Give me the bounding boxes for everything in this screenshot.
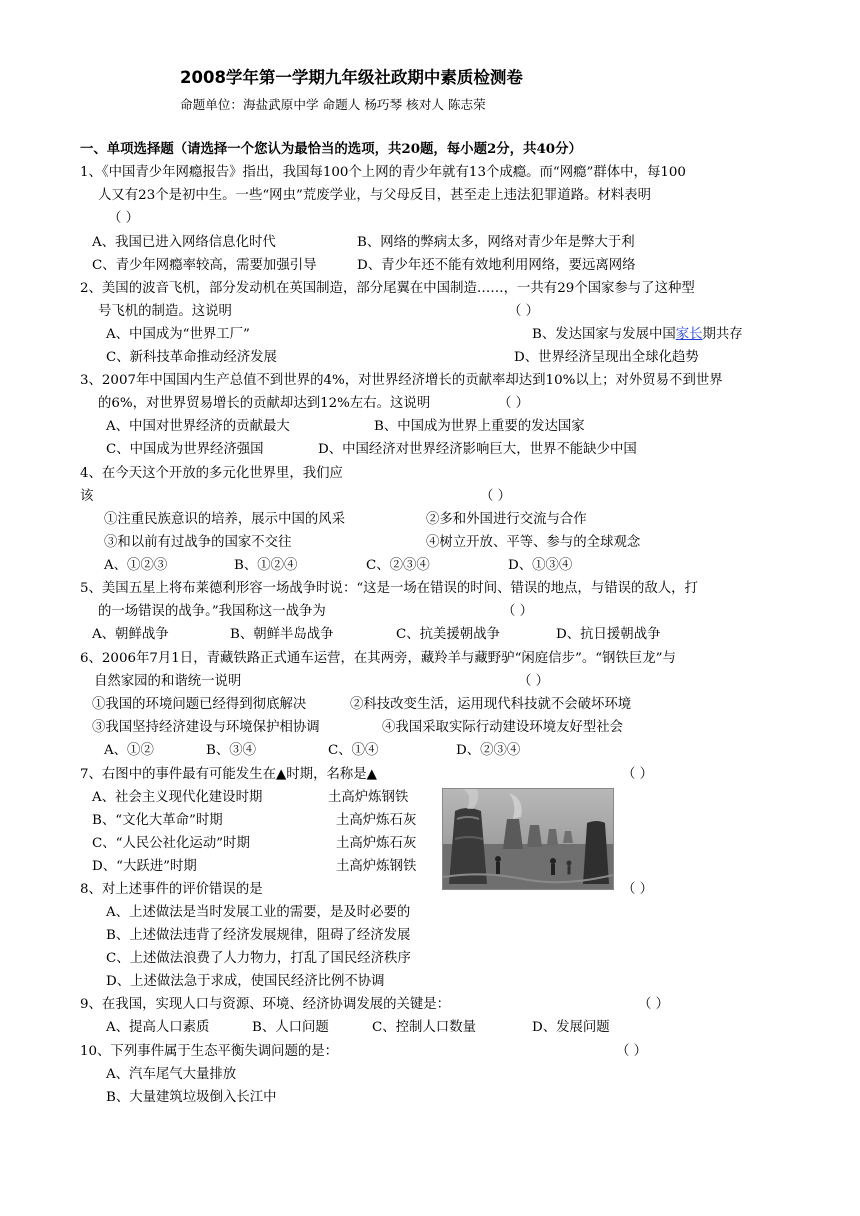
q6-item-4: ④我国采取实际行动建设环境友好型社会 bbox=[382, 720, 624, 735]
q8-option-b: B、上述做法违背了经济发展规律，阻碍了经济发展 bbox=[106, 928, 411, 943]
q1-option-a: A、我国已进入网络信息化时代 bbox=[92, 235, 276, 250]
q7-option-d-name: 土高炉炼钢铁 bbox=[336, 859, 417, 874]
q9-answer-paren: （ ） bbox=[638, 997, 670, 1012]
q6-item-2: ②科技改变生活，运用现代科技就不会破坏环境 bbox=[350, 697, 632, 712]
q1-option-c: C、青少年网瘾率较高，需要加强引导 bbox=[92, 258, 317, 273]
q1-option-b: B、网络的弊病太多，网络对青少年是弊大于利 bbox=[357, 235, 635, 250]
page-title: 2008学年第一学期九年级社政期中素质检测卷 bbox=[180, 68, 523, 87]
q7-option-b-name: 土高炉炼石灰 bbox=[336, 813, 417, 828]
q4-option-b: B、①②④ bbox=[234, 558, 298, 573]
q2-option-c: C、新科技革命推动经济发展 bbox=[106, 350, 277, 365]
q3-stem-line2: 的6%，对世界贸易增长的贡献却达到12%左右。这说明 bbox=[98, 396, 431, 411]
q5-option-b: B、朝鲜半岛战争 bbox=[230, 627, 334, 642]
q4-item-2: ②多和外国进行交流与合作 bbox=[426, 512, 587, 527]
q3-option-b: B、中国成为世界上重要的发达国家 bbox=[374, 419, 585, 434]
q1-answer-paren: （ ） bbox=[108, 211, 140, 226]
q6-option-a: A、①② bbox=[104, 743, 154, 758]
q1-stem-line2: 人又有23个是初中生。一些“网虫”荒废学业，与父母反目，甚至走上违法犯罪道路。材料表明 bbox=[98, 188, 651, 203]
q3-stem-line1: 3、2007年中国国内生产总值不到世界的4%，对世界经济增长的贡献率却达到10%以上；对外贸易不到世界 bbox=[80, 373, 723, 388]
q7-option-c-period: C、“人民公社化运动”时期 bbox=[92, 836, 250, 851]
q2-stem-line2: 号飞机的制造。这说明 bbox=[98, 304, 232, 319]
q3-option-c: C、中国成为世界经济强国 bbox=[106, 442, 264, 457]
q2-option-b-post: 期共存 bbox=[702, 327, 743, 342]
q7-option-d-period: D、“大跃进”时期 bbox=[92, 859, 197, 874]
q3-option-a: A、中国对世界经济的贡献最大 bbox=[106, 419, 290, 434]
q8-stem-emphasis: 错误 bbox=[209, 882, 236, 897]
q9-stem: 9、在我国，实现人口与资源、环境、经济协调发展的关键是： bbox=[80, 997, 451, 1012]
q5-option-d: D、抗日援朝战争 bbox=[556, 627, 661, 642]
q9-option-d: D、发展问题 bbox=[532, 1020, 610, 1035]
q4-option-a: A、①②③ bbox=[104, 558, 168, 573]
q4-answer-paren: （ ） bbox=[480, 489, 512, 504]
q6-stem-line1: 6、2006年7月1日，青藏铁路正式通车运营，在其两旁，藏羚羊与藏野驴“闲庭信步”。“钢铁巨龙”与 bbox=[80, 651, 676, 666]
q8-stem-post: 的是 bbox=[235, 882, 263, 897]
q8-answer-paren: （ ） bbox=[622, 882, 654, 897]
q3-answer-paren: （ ） bbox=[498, 396, 530, 411]
q5-stem-line2: 的一场错误的战争。”我国称这一战争为 bbox=[98, 604, 326, 619]
q5-stem-line1: 5、美国五星上将布莱德利形容一场战争时说：“这是一场在错误的时间、错误的地点，与错误的敌人，打 bbox=[80, 581, 698, 596]
q4-stem-line1: 4、在今天这个开放的多元化世界里，我们应 bbox=[80, 466, 343, 481]
q6-option-c: C、①④ bbox=[328, 743, 379, 758]
q7-stem: 7、右图中的事件最有可能发生在▲时期，名称是▲ bbox=[80, 767, 377, 782]
q10-stem: 10、下列事件属于生态平衡失调问题的是： bbox=[80, 1044, 339, 1059]
q6-item-1: ①我国的环境问题已经得到彻底解决 bbox=[92, 697, 307, 712]
q1-stem-line1: 1、《中国青少年网瘾报告》指出，我国每100个上网的青少年就有13个成瘾。而“网瘾”群体中，每100 bbox=[80, 165, 686, 180]
q5-option-a: A、朝鲜战争 bbox=[92, 627, 169, 642]
q8-option-a: A、上述做法是当时发展工业的需要，是及时必要的 bbox=[106, 905, 411, 920]
q7-option-a-period: A、社会主义现代化建设时期 bbox=[92, 790, 263, 805]
q10-option-b: B、大量建筑垃圾倒入长江中 bbox=[106, 1090, 277, 1105]
q7-option-a-name: 土高炉炼钢铁 bbox=[328, 790, 409, 805]
q5-answer-paren: （ ） bbox=[502, 604, 534, 619]
q8-stem-pre: 8、对上述事件的评价 bbox=[80, 882, 210, 897]
q2-option-b bbox=[532, 326, 743, 344]
q4-stem-line2: 该 bbox=[80, 489, 94, 504]
q8-option-d: D、上述做法急于求成，使国民经济比例不协调 bbox=[106, 974, 385, 989]
q7-answer-paren: （ ） bbox=[622, 767, 654, 782]
q2-option-b-pre: B、发达国家与发展中国 bbox=[532, 327, 676, 342]
furnace-photo-image bbox=[442, 788, 614, 890]
q4-item-4: ④树立开放、平等、参与的全球观念 bbox=[426, 535, 641, 550]
q2-stem-line1: 2、美国的波音飞机，部分发动机在英国制造，部分尾翼在中国制造……，一共有29个国家参与了这种型 bbox=[80, 281, 695, 296]
q6-answer-paren: （ ） bbox=[518, 674, 550, 689]
q2-option-d: D、世界经济呈现出全球化趋势 bbox=[514, 350, 699, 365]
q6-item-3: ③我国坚持经济建设与环境保护相协调 bbox=[92, 720, 320, 735]
q10-option-a: A、汽车尾气大量排放 bbox=[106, 1067, 237, 1082]
q6-option-d: D、②③④ bbox=[456, 743, 521, 758]
q3-option-d: D、中国经济对世界经济影响巨大，世界不能缺少中国 bbox=[318, 442, 637, 457]
byline: 命题单位：海盐武原中学 命题人 杨巧琴 核对人 陈志荣 bbox=[180, 97, 486, 112]
q7-option-b-period: B、“文化大革命”时期 bbox=[92, 813, 223, 828]
q9-option-b: B、人口问题 bbox=[252, 1020, 329, 1035]
q4-item-1: ①注重民族意识的培养，展示中国的风采 bbox=[104, 512, 346, 527]
q6-stem-line2: 自然家园的和谐统一说明 bbox=[94, 674, 242, 689]
q5-option-c: C、抗美援朝战争 bbox=[396, 627, 500, 642]
q6-option-b: B、③④ bbox=[206, 743, 257, 758]
q1-option-d: D、青少年还不能有效地利用网络，要远离网络 bbox=[357, 258, 636, 273]
q2-option-a: A、中国成为“世界工厂” bbox=[106, 327, 250, 342]
q9-option-c: C、控制人口数量 bbox=[372, 1020, 476, 1035]
section-heading: 一、单项选择题（请选择一个您认为最恰当的选项，共20题，每小题2分，共40分） bbox=[80, 141, 582, 157]
q7-option-c-name: 土高炉炼石灰 bbox=[336, 836, 417, 851]
q4-item-3: ③和以前有过战争的国家不交往 bbox=[104, 535, 292, 550]
q2-answer-paren: （ ） bbox=[508, 304, 540, 319]
q8-stem bbox=[80, 881, 263, 899]
q8-option-c: C、上述做法浪费了人力物力，打乱了国民经济秩序 bbox=[106, 951, 411, 966]
q10-answer-paren: （ ） bbox=[616, 1044, 648, 1059]
q4-option-d: D、①③④ bbox=[508, 558, 573, 573]
q4-option-c: C、②③④ bbox=[366, 558, 430, 573]
q2-option-b-link[interactable]: 家长 bbox=[675, 327, 703, 342]
q9-option-a: A、提高人口素质 bbox=[106, 1020, 210, 1035]
